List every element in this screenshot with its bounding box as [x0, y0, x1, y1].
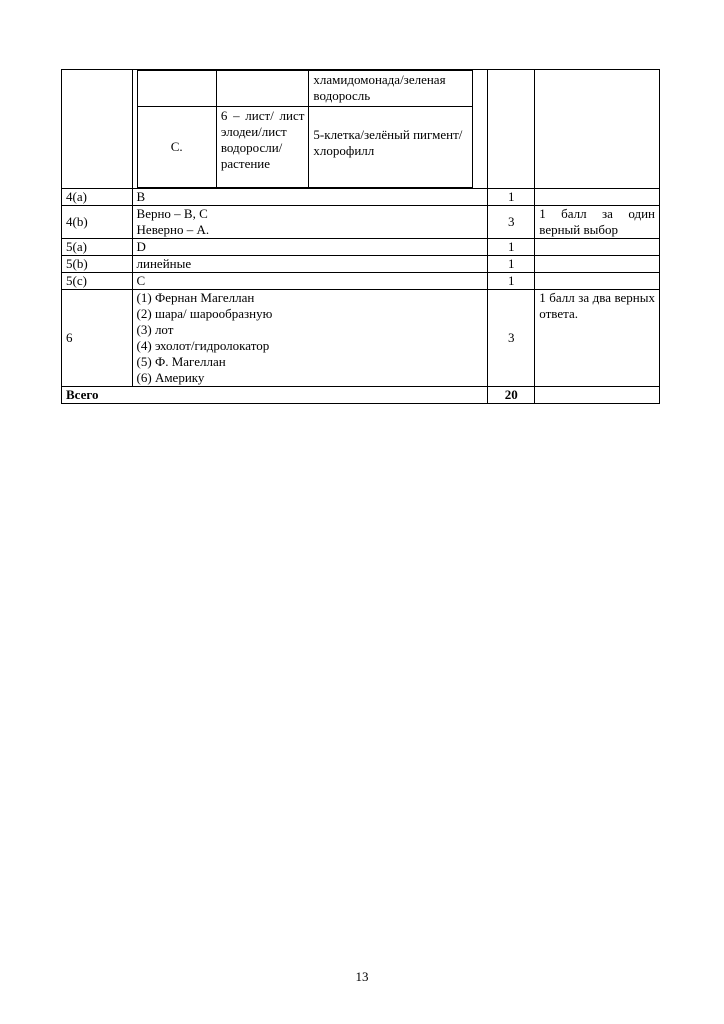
question-number: 5(a): [62, 239, 133, 256]
total-score: 20: [488, 387, 535, 404]
table-row: [62, 70, 660, 189]
answer-cell: [132, 256, 488, 273]
page-number: 13: [355, 969, 369, 984]
question-number: 6: [62, 290, 133, 387]
note-cell: [535, 273, 660, 290]
answer-line: (2) шара/ шарообразную: [136, 306, 273, 321]
table-row: [62, 273, 660, 290]
nested-row: [137, 71, 472, 107]
answer-cell: [132, 290, 488, 387]
answer-cell: [132, 206, 488, 239]
question-number: 4(a): [62, 189, 133, 206]
cell-empty: [535, 387, 660, 404]
table-row: [62, 256, 660, 273]
note-cell: [535, 189, 660, 206]
answer-cell: [132, 273, 488, 290]
answer-line: Неверно – A.: [136, 222, 210, 237]
answer-line: (6) Америку: [136, 370, 205, 385]
cell-empty: [488, 70, 535, 189]
score-cell: 1: [488, 273, 535, 290]
table-row: [62, 239, 660, 256]
nested-row: [137, 107, 472, 188]
table-row: [62, 290, 660, 387]
nested-cell: C.: [137, 107, 216, 188]
note-cell: 1 балл за один верный выбор: [535, 206, 660, 239]
answer-line: Верно – B, C: [136, 206, 208, 221]
answer-line: (5) Ф. Магеллан: [136, 354, 226, 369]
question-number: 4(b): [62, 206, 133, 239]
total-label: Всего: [62, 387, 488, 404]
nested-cell: [216, 71, 309, 107]
answer-line: (3) лот: [136, 322, 174, 337]
score-cell: 3: [488, 290, 535, 387]
answer-line: D: [136, 239, 146, 254]
note-cell: [535, 256, 660, 273]
table-row: [62, 206, 660, 239]
nested-cell: хламидомонада/зеленая водоросль: [309, 71, 472, 107]
nested-table-cell: [132, 70, 488, 189]
answer-line: B: [136, 189, 146, 204]
note-cell: [535, 239, 660, 256]
answer-cell: [132, 239, 488, 256]
score-cell: 1: [488, 256, 535, 273]
answer-line: (1) Фернан Магеллан: [136, 290, 255, 305]
score-cell: 3: [488, 206, 535, 239]
answer-line: линейные: [136, 256, 192, 271]
answer-line: C: [136, 273, 146, 288]
answer-line: (4) эхолот/гидролокатор: [136, 338, 270, 353]
nested-cell: 6 – лист/ лист элодеи/лист водоросли/ растение: [216, 107, 309, 188]
question-number: 5(c): [62, 273, 133, 290]
total-row: [62, 387, 660, 404]
score-cell: 1: [488, 239, 535, 256]
question-number: 5(b): [62, 256, 133, 273]
answer-cell: [132, 189, 488, 206]
nested-cell: 5-клетка/зелёный пигмент/хлорофилл: [309, 107, 472, 188]
note-cell: 1 балл за два верных ответа.: [535, 290, 660, 387]
answer-key-table: [61, 69, 660, 404]
nested-cell: [137, 71, 216, 107]
cell-empty: [535, 70, 660, 189]
table-row: [62, 189, 660, 206]
score-cell: 1: [488, 189, 535, 206]
cell-empty: [62, 70, 133, 189]
nested-table: [137, 70, 473, 188]
